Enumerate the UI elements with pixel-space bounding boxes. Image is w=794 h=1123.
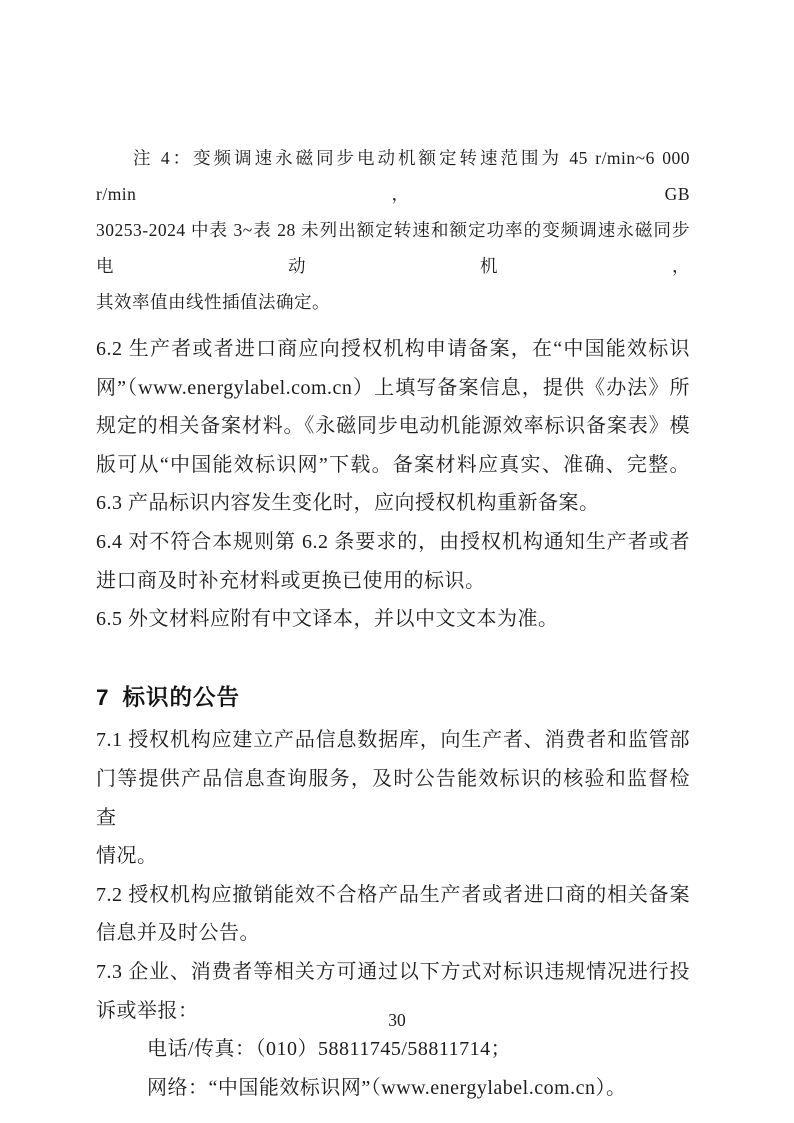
note-4-paragraph (96, 140, 690, 320)
section-7-2-line-2: 信息并及时公告。 (96, 922, 260, 945)
section-6-2-paragraph (96, 330, 690, 484)
note-4-line-3: 其效率值由线性插值法确定。 (96, 292, 330, 312)
section-6-2-line-2: 网”（www.energylabel.com.cn）上填写备案信息，提供《办法》所 (96, 376, 690, 399)
section-6-5-line-1: 6.5 外文材料应附有中文译本，并以中文文本为准。 (96, 608, 559, 631)
contact-block (96, 1030, 690, 1107)
section-6-3-line-1: 6.3 产品标识内容发生变化时，应向授权机构重新备案。 (96, 492, 600, 515)
section-6-4-line-2: 进口商及时补充材料或更换已使用的标识。 (96, 569, 486, 592)
section-7-heading-number: 7 (96, 684, 110, 710)
section-6-2-line-1: 6.2 生产者或者进口商应向授权机构申请备案，在“中国能效标识 (96, 338, 690, 360)
section-7-1-line-1: 7.1 授权机构应建立产品信息数据库，向生产者、消费者和监管部 (96, 729, 690, 752)
section-7-1-line-2: 门等提供产品信息查询服务，及时公告能效标识的核验和监督检查 (96, 767, 690, 829)
contact-phone-fax-line: 电话/传真：（010）58811745/58811714； (147, 1038, 512, 1061)
section-7-heading-title: 标识的公告 (122, 684, 241, 710)
section-6-2-line-4: 版可从“中国能效标识网”下载。备案材料应真实、准确、完整。 (96, 453, 690, 476)
page-number: 30 (388, 1010, 406, 1030)
section-7-1-line-3: 情况。 (96, 845, 158, 868)
section-7-3-line-2: 诉或举报： (96, 999, 199, 1022)
section-6-4-line-1: 6.4 对不符合本规则第 6.2 条要求的，由授权机构通知生产者或者 (96, 530, 690, 553)
section-7-heading (96, 679, 690, 718)
section-7-2-line-1: 7.2 授权机构应撤销能效不合格产品生产者或者进口商的相关备案 (96, 883, 690, 906)
section-7-2-paragraph (96, 876, 690, 953)
section-6-3-paragraph (96, 484, 690, 523)
page-content (96, 140, 690, 1107)
section-6-5-paragraph (96, 600, 690, 639)
section-7-3-line-1: 7.3 企业、消费者等相关方可通过以下方式对标识违规情况进行投 (96, 960, 690, 983)
section-6-2-line-3: 规定的相关备案材料。《永磁同步电动机能源效率标识备案表》模 (96, 415, 690, 438)
note-4-line-2: 30253-2024 中表 3~表 28 未列出额定转速和额定功率的变频调速永磁同步电动机， (96, 220, 690, 276)
note-4-line-1: 注 4：变频调速永磁同步电动机额定转速范围为 45 r/min~6 000 r/min，GB (96, 148, 690, 204)
section-6-4-paragraph (96, 523, 690, 600)
contact-web-line: 网络：“中国能效标识网”（www.energylabel.com.cn）。 (147, 1076, 627, 1099)
section-7-1-paragraph (96, 721, 690, 875)
